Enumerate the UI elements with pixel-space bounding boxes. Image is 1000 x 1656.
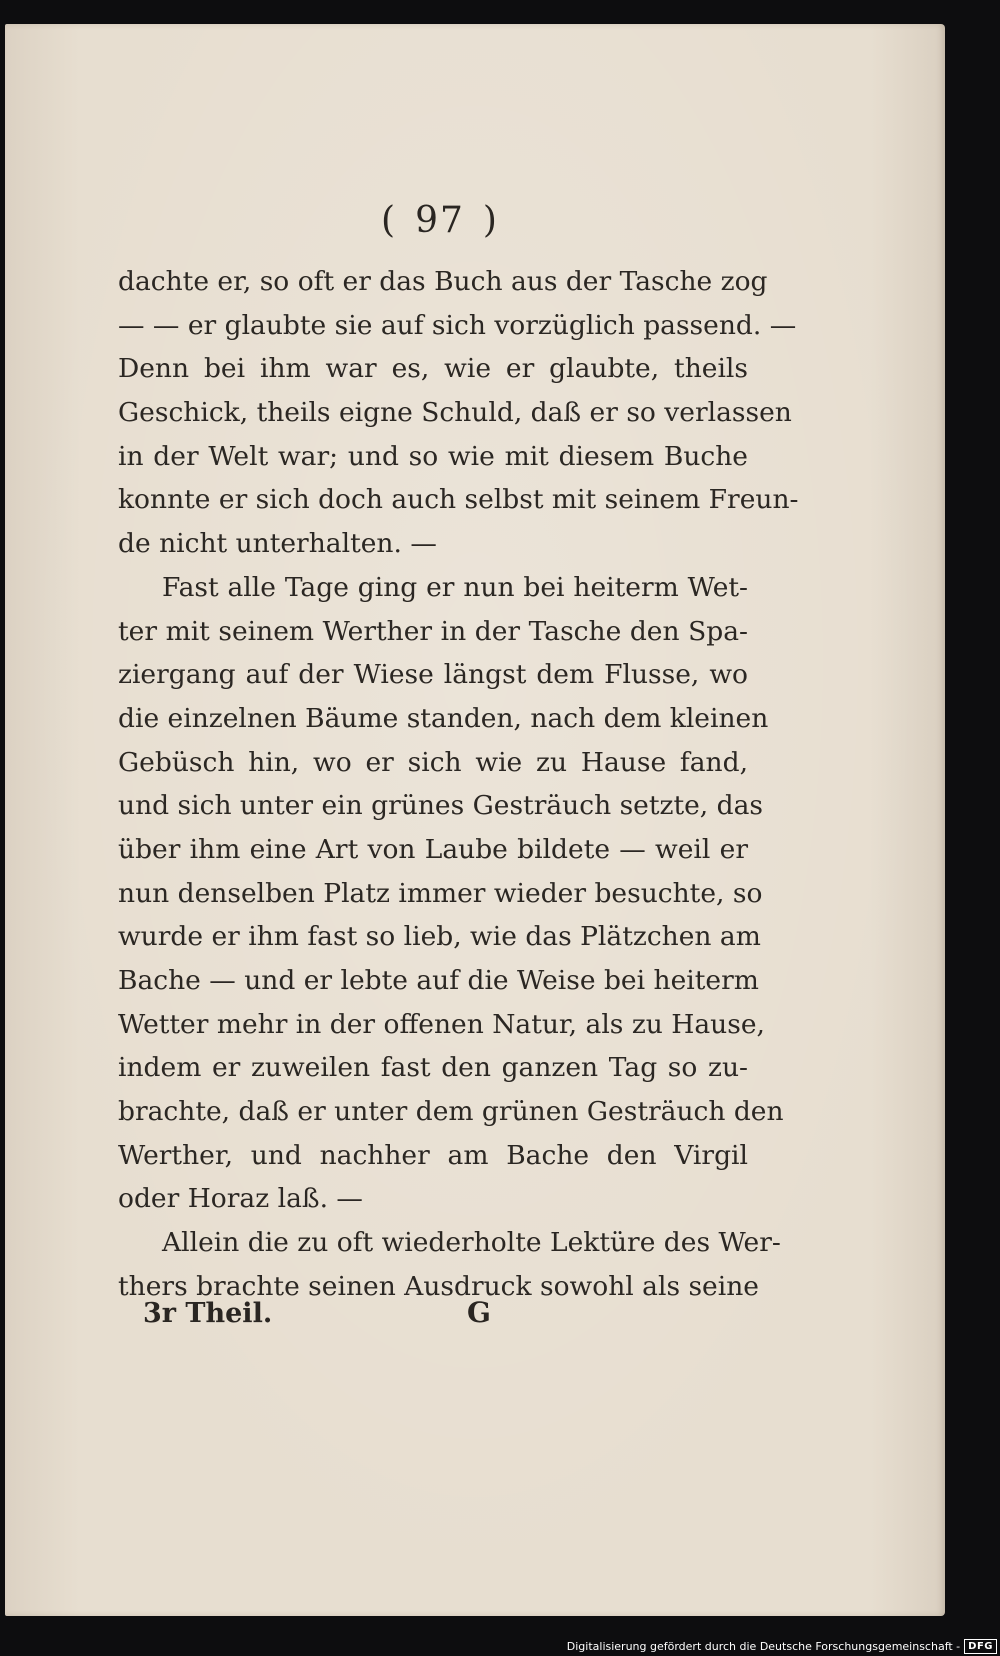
text-line: Gebüsch hin, wo er sich wie zu Hause fand, <box>118 746 748 778</box>
text-line: Bache — und er lebte auf die Weise bei heiterm <box>118 965 759 996</box>
text-line: de nicht unterhalten. — <box>118 528 437 560</box>
credit-text: Digitalisierung gefördert durch die Deutsche Forschungsgemeinschaft - <box>566 1640 961 1653</box>
text-line: die einzelnen Bäume standen, nach dem kleinen <box>118 702 769 734</box>
text-line: Allein die zu oft wiederholte Lektüre des Wer- <box>162 1227 781 1259</box>
page-header <box>5 200 875 241</box>
text-line: und sich unter ein grünes Gesträuch setzte, das <box>118 790 764 822</box>
gathering-signature: G <box>467 1296 491 1329</box>
text-line: dachte er, so oft er das Buch aus der Tasche zog <box>118 266 768 297</box>
text-line: Wetter mehr in der offenen Natur, als zu Hause, <box>118 1008 765 1040</box>
text-line: Fast alle Tage ging er nun bei heiterm Wet- <box>162 571 748 603</box>
page-number: 97 <box>415 200 465 241</box>
text-line: thers brachte seinen Ausdruck sowohl als seine <box>118 1270 759 1302</box>
text-line: ter mit seinem Werther in der Tasche den Spa- <box>118 615 748 647</box>
text-line: — — er glaubte sie auf sich vorzüglich passend. — <box>118 309 797 341</box>
text-line: indem er zuweilen fast den ganzen Tag so zu- <box>118 1052 748 1084</box>
book-page <box>5 24 945 1616</box>
text-line: Werther, und nachher am Bache den Virgil <box>118 1139 748 1171</box>
text-line: nun denselben Platz immer wieder besuchte, so <box>118 877 763 909</box>
dfg-logo: DFG <box>964 1639 997 1654</box>
signature-mark: 3r Theil. <box>143 1298 273 1329</box>
page-body-text <box>118 260 799 1309</box>
text-line: oder Horaz laß. — <box>118 1183 363 1215</box>
text-line: über ihm eine Art von Laube bildete — weil er <box>118 833 748 865</box>
text-line: brachte, daß er unter dem grünen Gesträuch den <box>118 1096 784 1128</box>
text-line: in der Welt war; und so wie mit diesem Buche <box>118 440 748 472</box>
text-line: konnte er sich doch auch selbst mit seinem Freun- <box>118 484 799 516</box>
page-footer <box>5 1292 945 1342</box>
page-number-paren-open: ( <box>381 200 398 241</box>
text-line: Denn bei ihm war es, wie er glaubte, theils <box>118 353 748 385</box>
digitization-credit <box>567 1639 997 1654</box>
page-number-paren-close: ) <box>482 200 499 241</box>
text-line: ziergang auf der Wiese längst dem Flusse, wo <box>118 659 748 691</box>
text-line: wurde er ihm fast so lieb, wie das Plätzchen am <box>118 921 761 953</box>
text-line: Geschick, theils eigne Schuld, daß er so verlassen <box>118 397 792 429</box>
